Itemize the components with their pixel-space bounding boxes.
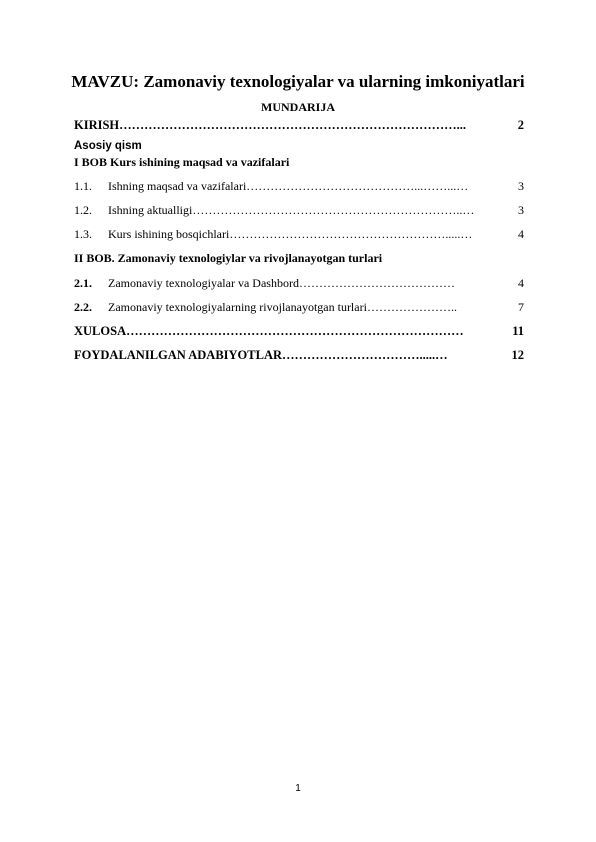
toc-item-2-2 [74,300,524,315]
page-number: 1 [295,783,301,794]
toc-leader: …………………………….....… [282,348,448,362]
toc-item-label: Kurs ishining bosqichlari [108,227,230,241]
toc-item-1-1 [74,179,524,194]
toc-page-number: 4 [518,276,524,290]
toc-page-number: 4 [518,227,524,241]
toc-entry-label: XULOSA [74,324,127,338]
toc-page-number: 7 [518,300,524,314]
toc-page-number: 3 [518,179,524,193]
toc-leader: ……………………………………………….....… [229,227,473,241]
toc-entry-kirish [74,118,524,133]
toc-leader: ……………………………………...……...… [246,179,469,193]
toc-item-label: Ishning aktualligi [108,203,193,217]
toc-leader: ………………………………………………………………………... [119,118,467,132]
toc-item-label: Zamonaviy texnologiyalarning rivojlanayotgan turlari [108,300,367,314]
toc-leader: ………………………………… [298,276,455,290]
toc-leader: ……………………………………………………………………… [126,324,464,338]
toc-page-number: 2 [517,118,524,132]
toc-item-1-2 [74,203,524,218]
toc-heading: MUNDARIJA [261,100,335,114]
toc-leader: ………………….. [366,300,457,314]
toc-entry-xulosa [74,324,524,339]
toc-leader: …………………………………………………………..… [192,203,475,217]
toc-item-number: 1.3. [74,227,92,241]
toc-chapter-2: II BOB. Zamonaviy texnologiylar va rivojlanayotgan turlari [74,251,383,265]
toc-item-number: 1.1. [74,179,92,193]
toc-item-label: Zamonaviy texnologiyalar va Dashbord [108,276,299,290]
toc-item-1-3 [74,227,524,242]
document-title: MAVZU: Zamonaviy texnologiyalar va ularning imkoniyatlari [71,72,525,91]
toc-entry-foydalanilgan [74,348,524,363]
toc-entry-label: KIRISH [74,118,120,132]
toc-chapter-1: I BOB Kurs ishining maqsad va vazifalari [74,155,290,169]
toc-page-number: 11 [512,324,524,338]
toc-section-asosiy: Asosiy qism [74,140,142,152]
toc-item-2-1 [74,276,524,291]
toc-entry-label: FOYDALANILGAN ADABIYOTLAR [74,348,283,362]
toc-item-label: Ishning maqsad va vazifalari [108,179,247,193]
toc-item-number: 1.2. [74,203,92,217]
toc-item-number: 2.2. [74,300,92,314]
toc-item-number: 2.1. [74,276,92,290]
toc-page-number: 3 [518,203,524,217]
toc-page-number: 12 [511,348,524,362]
